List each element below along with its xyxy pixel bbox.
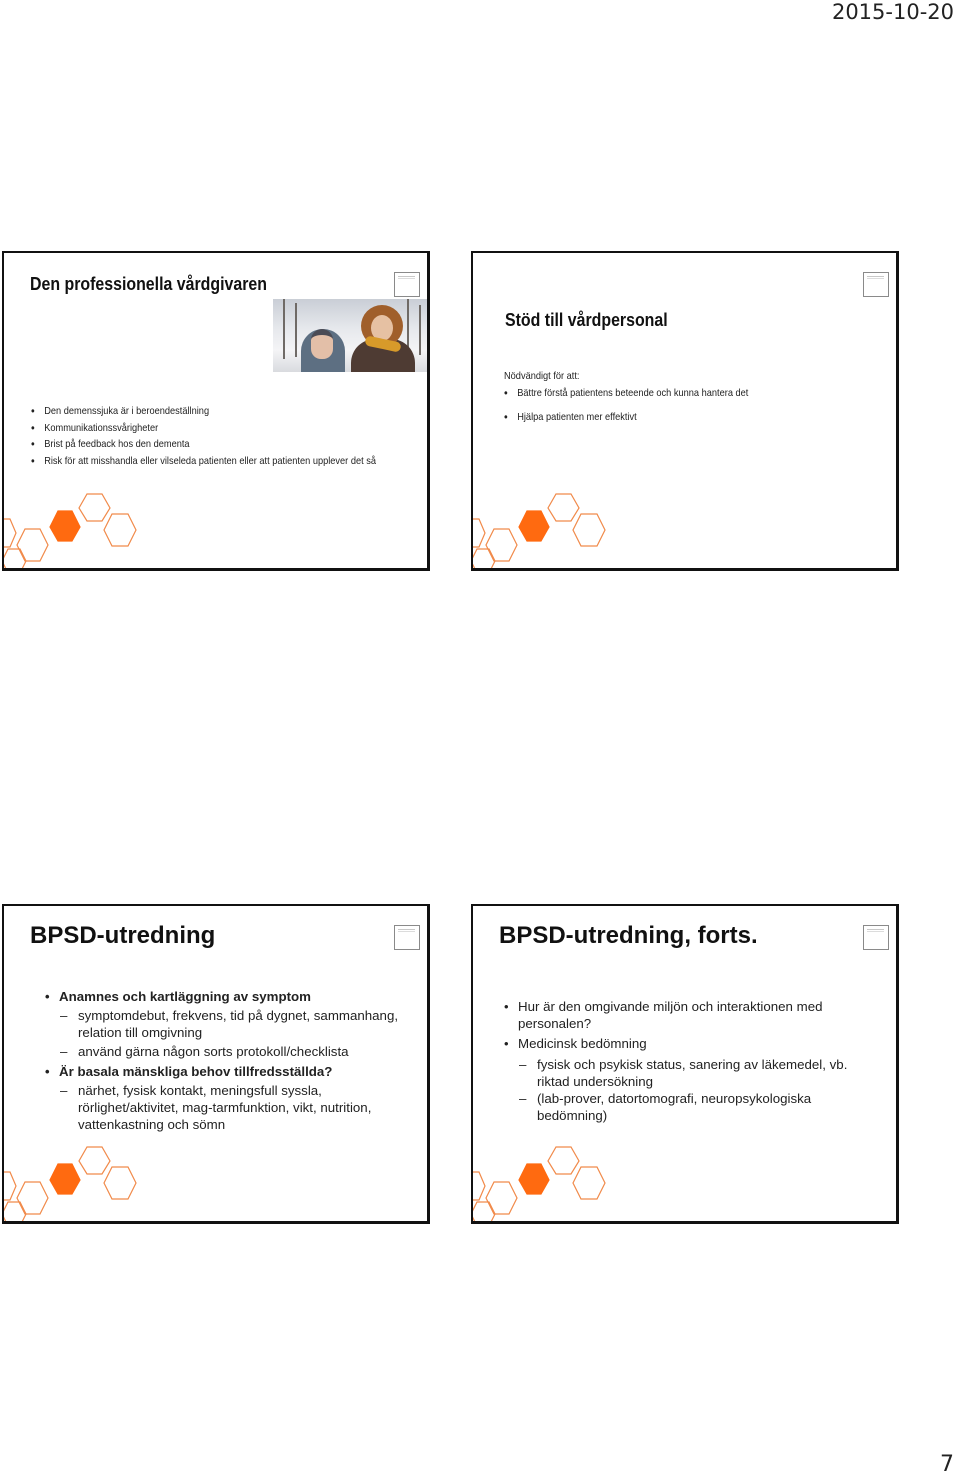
hexagon-pattern-icon — [471, 1142, 619, 1222]
list-item: • Hur är den omgivande miljön och interaktionen med personalen? — [503, 998, 878, 1032]
logo-placeholder-icon — [863, 272, 889, 297]
list-item: • Kommunikationssvårigheter — [31, 420, 376, 437]
list-item: • Hjälpa patienten mer effektivt — [504, 409, 748, 426]
sub-list-item: – använd gärna någon sorts protokoll/checklista — [44, 1043, 414, 1060]
slide-title: BPSD-utredning, forts. — [499, 922, 758, 949]
hexagon-pattern-icon — [2, 1142, 150, 1222]
hexagon-pattern-icon — [2, 489, 150, 569]
list-intro: Nödvändigt för att: — [504, 370, 580, 382]
sub-list-item: – närhet, fysisk kontakt, meningsfull syssla, rörlighet/aktivitet, mag-tarmfunktion, vikt, nutrition, vattenkastning och sömn — [44, 1082, 414, 1133]
slide-stod-till-vardpersonal — [471, 251, 899, 571]
list-item: • Den demenssjuka är i beroendeställning — [31, 403, 376, 420]
page-date: 2015-10-20 — [831, 0, 954, 24]
logo-placeholder-icon — [863, 925, 889, 950]
winter-photo — [273, 299, 429, 372]
bullet-list — [44, 988, 414, 1133]
list-item: • Anamnes och kartläggning av symptom — [44, 988, 414, 1005]
list-item: • Bättre förstå patientens beteende och kunna hantera det — [504, 385, 748, 402]
bullet-list — [504, 368, 748, 426]
bullet-list — [31, 403, 376, 469]
sub-list-item: – symptomdebut, frekvens, tid på dygnet, sammanhang, relation till omgivning — [44, 1007, 414, 1041]
list-item: • Brist på feedback hos den dementa — [31, 436, 376, 453]
slide-bpsd-utredning-forts — [471, 904, 899, 1224]
sub-list-item: – fysisk och psykisk status, sanering av läkemedel, vb. riktad undersökning — [503, 1056, 878, 1090]
list-item: • Risk för att misshandla eller vilseleda patienten eller att patienten upplever det så — [31, 453, 376, 470]
slide-professionella-vardgivaren — [2, 251, 430, 571]
list-item: • Medicinsk bedömning — [503, 1035, 878, 1052]
logo-placeholder-icon — [394, 925, 420, 950]
bullet-list — [503, 998, 878, 1124]
sub-list-item-continued: – (lab-prover, datortomografi, neuropsykologiska bedömning) — [503, 1090, 878, 1124]
slide-title: Den professionella vårdgivaren — [30, 273, 267, 294]
hexagon-pattern-icon — [471, 489, 619, 569]
slide-title: Stöd till vårdpersonal — [505, 309, 668, 330]
slide-title: BPSD-utredning — [30, 922, 216, 949]
page-number: 7 — [940, 1452, 954, 1477]
slide-bpsd-utredning — [2, 904, 430, 1224]
logo-placeholder-icon — [394, 272, 420, 297]
list-item: • Är basala mänskliga behov tillfredsställda? — [44, 1063, 414, 1080]
